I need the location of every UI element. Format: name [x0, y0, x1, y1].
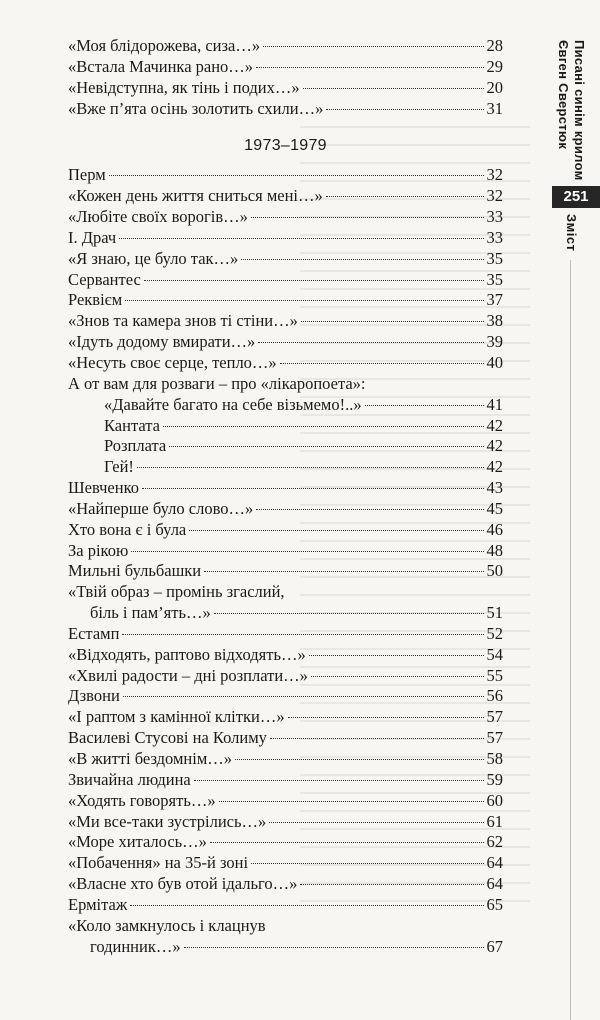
toc-entry-page: 42	[486, 415, 503, 435]
toc-entry-page: 46	[486, 519, 503, 539]
toc-entry-page: 32	[486, 165, 503, 185]
toc-entry-page: 38	[486, 311, 503, 331]
toc-entry	[68, 832, 503, 853]
side-divider	[570, 260, 571, 1020]
toc-entry-page: 42	[486, 436, 503, 456]
toc-entry-page: 51	[486, 603, 503, 623]
dot-leader	[144, 280, 484, 281]
dot-leader	[131, 551, 483, 552]
toc-entry	[68, 645, 503, 666]
toc-entry	[68, 520, 503, 541]
toc-entry-title: «Давайте багато на себе візьмемо!..»	[104, 394, 362, 414]
dot-leader	[326, 109, 483, 110]
toc-entry-title: Гей!	[104, 457, 134, 477]
toc-entry-page: 31	[486, 98, 503, 118]
toc-entry-page: 43	[486, 478, 503, 498]
toc-entry-title: «Знов та камера знов ті стіни…»	[68, 311, 298, 331]
toc-entry-title: Реквієм	[68, 290, 123, 310]
dot-leader	[288, 717, 484, 718]
toc-entry-page: 57	[486, 707, 503, 727]
toc-entry-page: 37	[486, 290, 503, 310]
dot-leader	[256, 67, 483, 68]
toc-entry-page: 65	[486, 894, 503, 914]
dot-leader	[210, 842, 484, 843]
toc-entry	[68, 270, 503, 291]
dot-leader	[204, 571, 483, 572]
toc-entry-title: «Вже п’ята осінь золотить схили…»	[68, 98, 324, 118]
toc-entry-continuation	[68, 603, 503, 624]
toc-entry-title: «Власне хто був отой ідальго…»	[68, 874, 298, 894]
toc-entry-title: «Невідступна, як тінь і подих…»	[68, 77, 300, 97]
dot-leader	[256, 509, 483, 510]
toc-entry	[68, 812, 503, 833]
dot-leader	[235, 759, 483, 760]
dot-leader	[194, 780, 484, 781]
toc-entry	[68, 457, 503, 478]
toc-entry-title: «Ми все-таки зустрілись…»	[68, 811, 267, 831]
toc-entry-title: «Встала Мачинка рано…»	[68, 56, 254, 76]
toc-entry-page: 59	[486, 769, 503, 789]
toc-entry	[68, 207, 503, 228]
side-author: Євген Сверстюк	[556, 40, 571, 150]
toc-pre-section	[68, 36, 503, 119]
toc-entry	[68, 895, 503, 916]
dot-leader	[241, 259, 483, 260]
toc-entry	[68, 666, 503, 687]
toc-entry-title: «Ходять говорять…»	[68, 790, 216, 810]
toc-entry	[68, 686, 503, 707]
toc-entry-page: 52	[486, 623, 503, 643]
dot-leader	[214, 613, 484, 614]
toc-entry	[68, 478, 503, 499]
toc-entry	[68, 353, 503, 374]
toc-entry	[68, 36, 503, 57]
dot-leader	[163, 426, 484, 427]
toc-entry-title: Шевченко	[68, 478, 140, 498]
dot-leader	[365, 405, 484, 406]
toc-entry-title: «Море хиталось…»	[68, 832, 207, 852]
toc-entry	[68, 332, 503, 353]
toc-entry	[68, 290, 503, 311]
toc-entry	[68, 770, 503, 791]
toc-entry-title: Дзвони	[68, 686, 120, 706]
toc-entry-title: «Побачення» на 35-й зоні	[68, 853, 249, 873]
toc-entry-page: 42	[486, 457, 503, 477]
dot-leader	[251, 217, 484, 218]
toc-entry-page: 32	[486, 186, 503, 206]
toc-entry-title: Сервантес	[68, 269, 141, 289]
dot-leader	[142, 488, 483, 489]
side-running-header	[552, 0, 600, 1013]
toc-entry-page: 39	[486, 332, 503, 352]
toc-entry-title: «Найперше було слово…»	[68, 498, 254, 518]
toc-entries	[68, 165, 503, 373]
side-book-title: Писані синім крилом	[572, 40, 587, 181]
toc-entry	[68, 416, 503, 437]
toc-entry-page: 40	[486, 352, 503, 372]
toc-entry	[68, 165, 503, 186]
dot-leader	[251, 863, 483, 864]
toc-entry-title: «І раптом з камінної клітки…»	[68, 707, 285, 727]
toc-entry	[68, 791, 503, 812]
toc-entry-title: «Хвилі радости – дні розплати…»	[68, 665, 308, 685]
dot-leader	[258, 342, 483, 343]
toc-entry	[68, 561, 503, 582]
side-section-label: Зміст	[564, 214, 579, 252]
dot-leader	[303, 88, 484, 89]
group-heading: А от вам для розваги – про «лікаропоета»:	[68, 373, 366, 393]
toc-entry-page: 60	[486, 790, 503, 810]
toc-entry-page: 64	[486, 853, 503, 873]
toc-entry-title-line1: «Коло замкнулось і клацнув	[68, 915, 266, 935]
toc-entry-title: Ермітаж	[68, 894, 128, 914]
toc-entry-title: «Я знаю, це було так…»	[68, 248, 239, 268]
toc-entry-title: «Моя блідорожева, сиза…»	[68, 36, 261, 55]
toc-entry-page: 55	[486, 665, 503, 685]
toc-entry	[68, 395, 503, 416]
toc-entry	[68, 728, 503, 749]
toc-entry-page: 58	[486, 749, 503, 768]
dot-leader	[119, 238, 483, 239]
toc-entry-page: 41	[486, 394, 503, 414]
toc-entry-title: Звичайна людина	[68, 769, 191, 789]
toc-entry	[68, 499, 503, 520]
toc-entry-title: «Несуть своє серце, тепло…»	[68, 352, 277, 372]
toc-entry-title: Василеві Стусові на Колиму	[68, 728, 267, 748]
toc-entry-page: 48	[486, 540, 503, 560]
toc-entry-title-line2: годинник…»	[90, 936, 181, 956]
toc-entry-title-line2: біль і пам’ять…»	[90, 603, 211, 623]
toc-entry-page: 64	[486, 874, 503, 894]
toc-entry-page: 33	[486, 227, 503, 247]
toc-entry-title: І. Драч	[68, 227, 117, 247]
dot-leader	[189, 530, 483, 531]
toc-entries-3	[68, 624, 503, 916]
toc-entry-title: «Відходять, раптово відходять…»	[68, 644, 306, 664]
dot-leader	[130, 905, 483, 906]
toc-entry-page: 35	[486, 248, 503, 268]
dot-leader	[137, 467, 484, 468]
toc-entry-title: Кантата	[104, 415, 160, 435]
toc-entry-page: 20	[486, 77, 503, 97]
toc-entry-title: За рікою	[68, 540, 129, 560]
page-number-badge: 251	[552, 186, 600, 208]
toc-entry-title: Перм	[68, 165, 106, 185]
toc-entry-page: 33	[486, 207, 503, 227]
dot-leader	[123, 696, 484, 697]
toc-entry	[68, 228, 503, 249]
dot-leader	[184, 947, 484, 948]
dot-leader	[301, 321, 484, 322]
dot-leader	[109, 175, 484, 176]
toc-entry-title: Хто вона є і була	[68, 519, 187, 539]
toc-entry-page: 61	[486, 811, 503, 831]
toc-entry-page: 29	[486, 56, 503, 76]
dot-leader	[169, 446, 483, 447]
toc-entry-page: 35	[486, 269, 503, 289]
table-of-contents	[68, 36, 503, 957]
toc-entry-title: Мильні бульбашки	[68, 561, 202, 581]
toc-entry-page: 45	[486, 498, 503, 518]
toc-entry-title-line1: «Твій образ – промінь згаслий,	[68, 582, 285, 602]
toc-entry-page: 62	[486, 832, 503, 852]
toc-entry	[68, 707, 503, 728]
toc-entry-continuation	[68, 937, 503, 958]
toc-entry-title: «В житті бездомнім…»	[68, 749, 233, 768]
toc-entry	[68, 57, 503, 78]
toc-entry-title: «Ідуть додому вмирати…»	[68, 332, 256, 352]
toc-entry	[68, 874, 503, 895]
toc-entry-page: 28	[486, 36, 503, 55]
toc-entry-page: 57	[486, 728, 503, 748]
dot-leader	[263, 46, 483, 47]
dot-leader	[311, 676, 484, 677]
toc-entry-page: 67	[486, 936, 503, 956]
toc-entry-page: 54	[486, 644, 503, 664]
toc-entry-page: 50	[486, 561, 503, 581]
toc-entry	[68, 78, 503, 99]
toc-group-entries	[68, 395, 503, 478]
dot-leader	[125, 300, 483, 301]
toc-entry	[68, 99, 503, 120]
toc-entry	[68, 749, 503, 770]
toc-entry	[68, 853, 503, 874]
toc-entry-title: Естамп	[68, 623, 120, 643]
toc-entry	[68, 249, 503, 270]
dot-leader	[122, 634, 483, 635]
toc-entry	[68, 311, 503, 332]
dot-leader	[300, 884, 483, 885]
toc-entry-title: Розплата	[104, 436, 167, 456]
dot-leader	[270, 738, 484, 739]
toc-entry-page: 56	[486, 686, 503, 706]
toc-entry	[68, 624, 503, 645]
toc-entry	[68, 436, 503, 457]
dot-leader	[326, 196, 484, 197]
dot-leader	[280, 363, 484, 364]
dot-leader	[269, 822, 483, 823]
toc-entry-title: «Кожен день життя сниться мені…»	[68, 186, 323, 206]
toc-entry	[68, 186, 503, 207]
toc-entry	[68, 541, 503, 562]
section-heading: 1973–1979	[244, 137, 327, 155]
dot-leader	[309, 655, 484, 656]
dot-leader	[219, 801, 484, 802]
toc-entries-2	[68, 478, 503, 582]
toc-entry-title: «Любіте своїх ворогів…»	[68, 207, 248, 227]
